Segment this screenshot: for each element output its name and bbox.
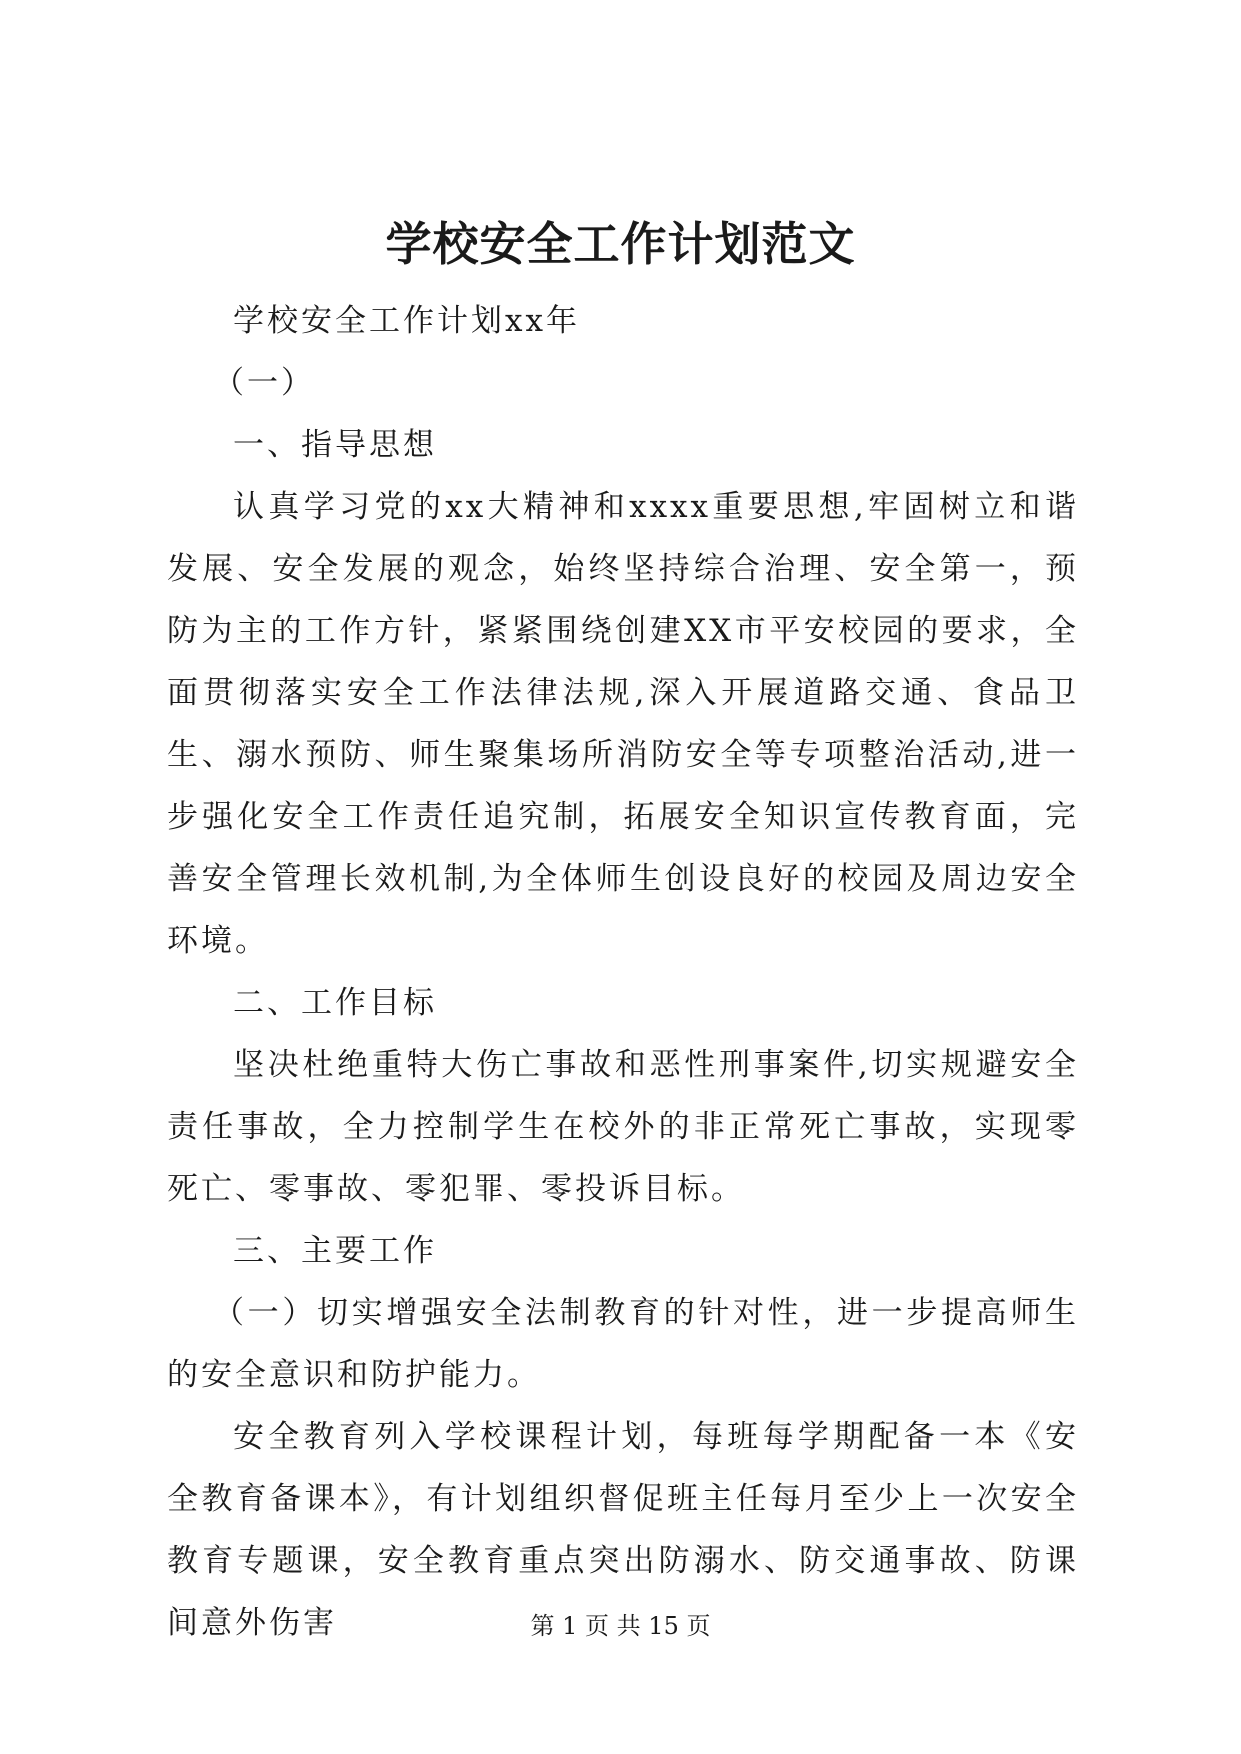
paragraph-subtitle: 学校安全工作计划xx年: [233, 303, 580, 339]
page-footer: 第 1 页 共 15 页: [530, 1612, 711, 1640]
heading-main-work: 三、主要工作: [233, 1233, 437, 1269]
heading-work-goals: 二、工作目标: [233, 985, 437, 1021]
document-body: [167, 290, 1079, 1654]
paragraph-main-work-item-1: （一）切实增强安全法制教育的针对性，进一步提高师生的安全意识和防护能力。: [167, 1295, 1079, 1393]
document-title: 学校安全工作计划范文: [385, 217, 856, 271]
heading-guiding-ideology: 一、指导思想: [233, 427, 437, 463]
paragraph-section-number: （一）: [213, 365, 315, 401]
paragraph-work-goals: 坚决杜绝重特大伤亡事故和恶性刑事案件,切实规避安全责任事故，全力控制学生在校外的非正常死亡事故，实现零死亡、零事故、零犯罪、零投诉目标。: [167, 1047, 1079, 1207]
paragraph-safety-education: 安全教育列入学校课程计划，每班每学期配备一本《安全教育备课本》，有计划组织督促班主任每月至少上一次安全教育专题课，安全教育重点突出防溺水、防交通事故、防课间意外伤害: [167, 1419, 1079, 1641]
paragraph-guiding-ideology: 认真学习党的xx大精神和xxxx重要思想,牢固树立和谐发展、安全发展的观念，始终坚持综合治理、安全第一，预防为主的工作方针，紧紧围绕创建XX市平安校园的要求，全面贯彻落实安全工作法律法规,深入开展道路交通、食品卫生、溺水预防、师生聚集场所消防安全等专项整治活动,进一步强化安全工作责任追究制，拓展安全知识宣传教育面，完善安全管理长效机制,为全体师生创设良好的校园及周边安全环境。: [167, 489, 1079, 959]
